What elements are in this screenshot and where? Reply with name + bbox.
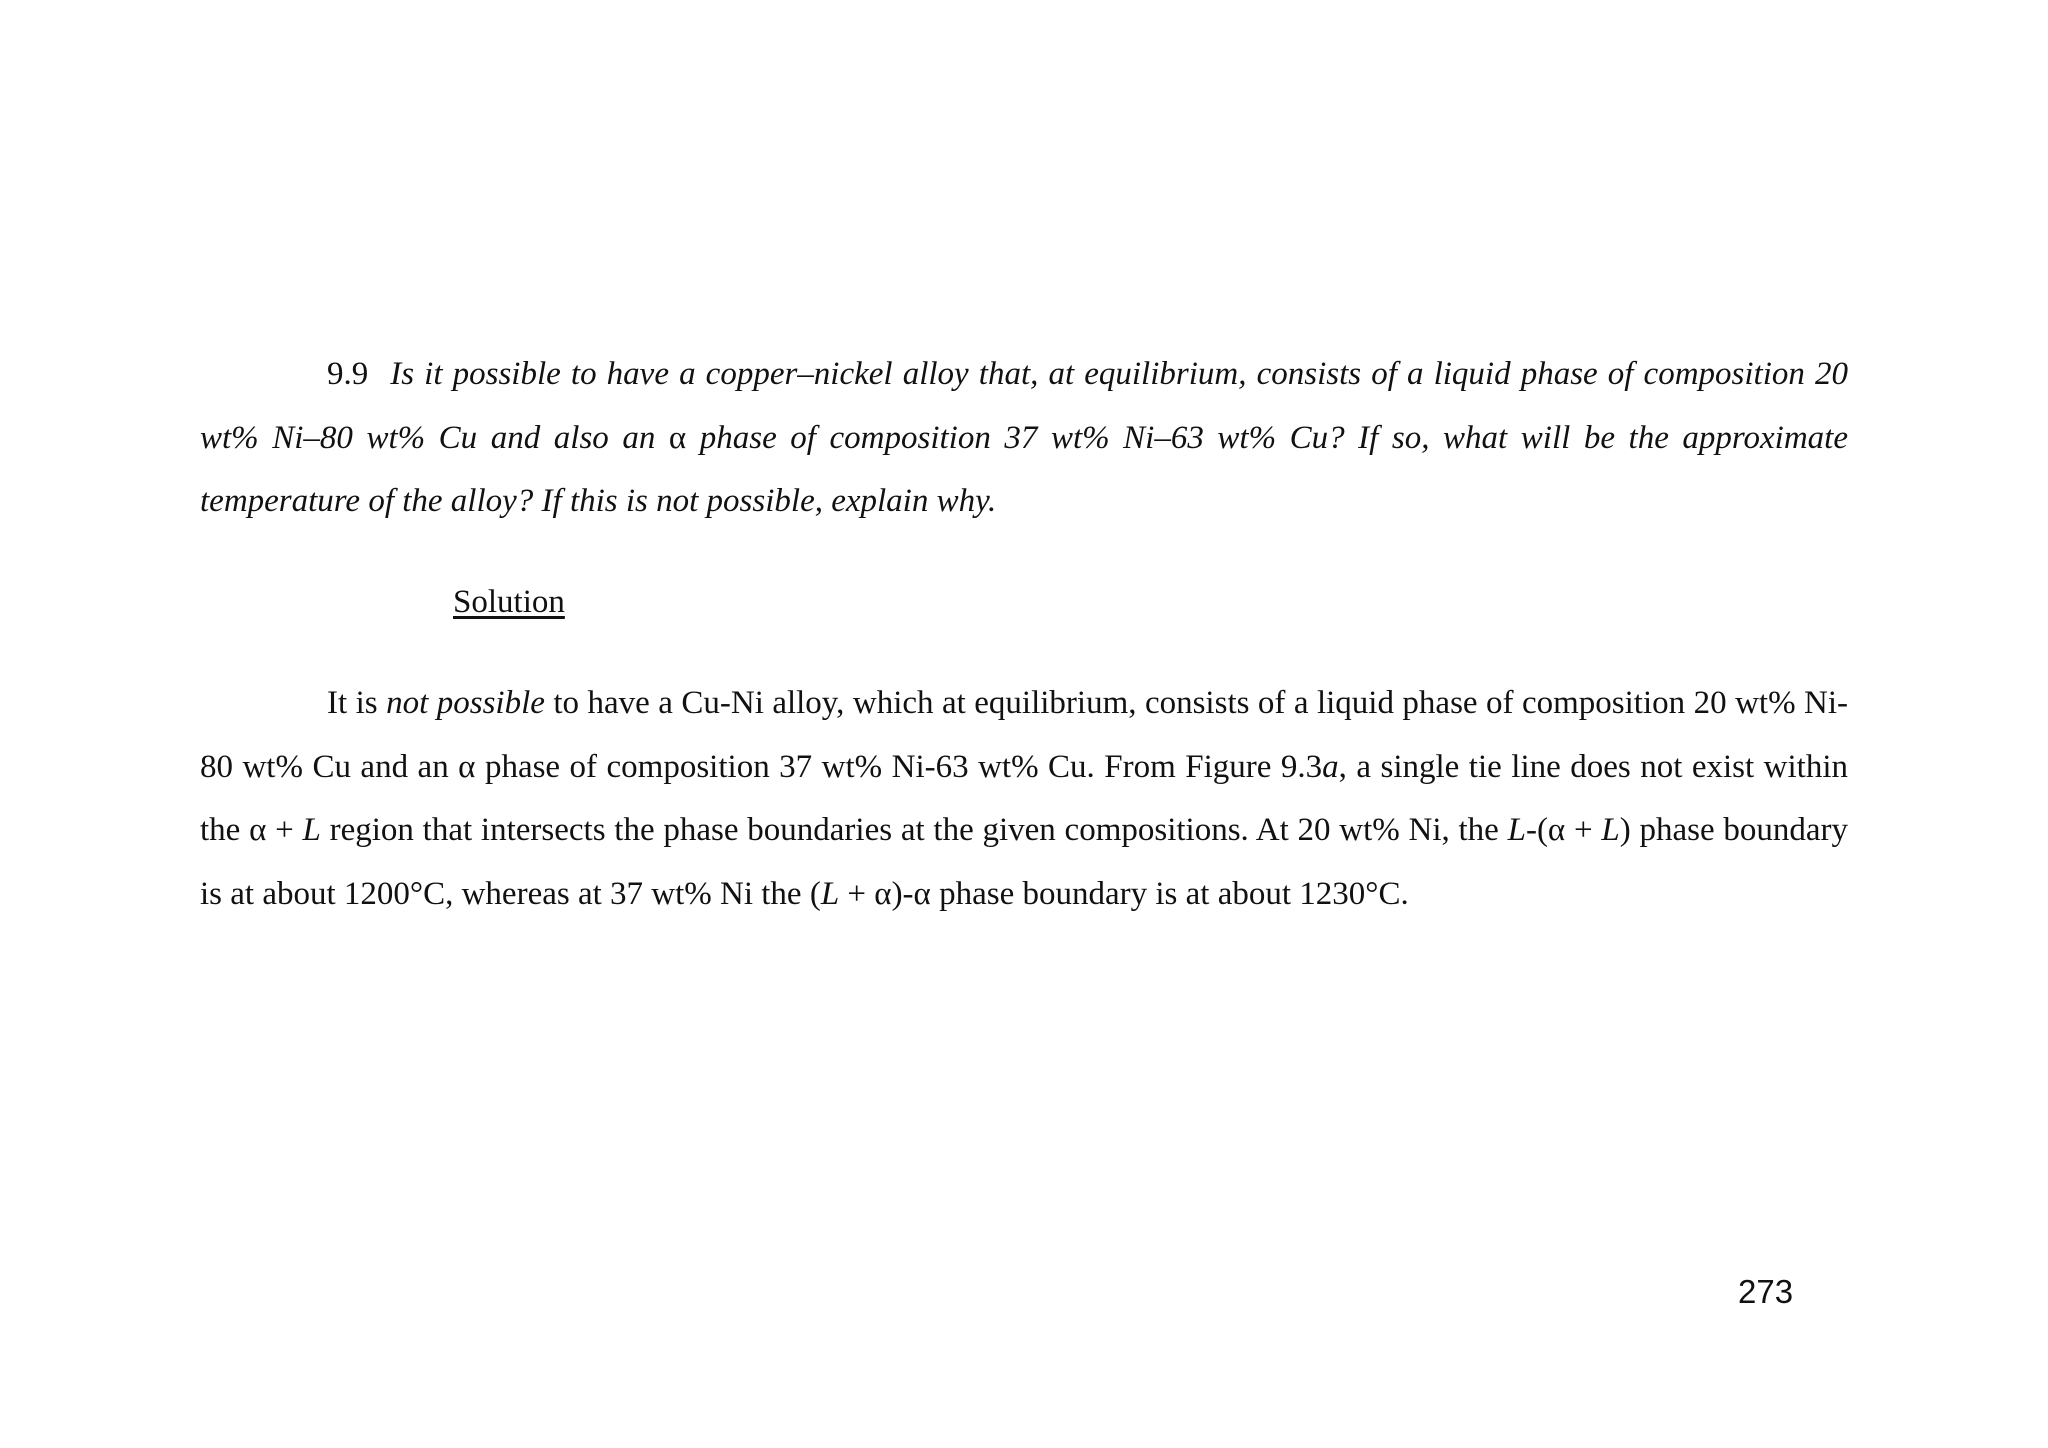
solution-heading: Solution <box>453 584 565 620</box>
solution-text-11: ) phase boundary is at about 1200°C, whereas at 37 wt% Ni the ( <box>200 812 1848 912</box>
solution-text-3: to have a Cu-Ni alloy, which at equilibrium, consists of a liquid phase of composition 20 wt% Ni-80 wt% Cu and an α phase of composition 37 wt% Ni-63 wt% Cu. From Figure 9.3 <box>200 685 1849 785</box>
liquid-symbol-3: L <box>1601 812 1620 848</box>
solution-text-5: , a single tie line does not exist within the α + <box>200 748 1848 848</box>
page-number: 273 <box>1738 1273 1794 1310</box>
solution-text <box>200 672 1848 926</box>
alpha-symbol: α <box>668 419 687 456</box>
solution-text-7: region that intersects the phase boundaries at the given compositions. At 20 wt% Ni, the <box>320 812 1508 848</box>
problem-text-part-2: phase of composition 37 wt% Ni–63 wt% Cu? If so, what will be the approximate temperature of the alloy? If this is not possible, explain why. <box>200 419 1848 519</box>
solution-text-9: -(α + <box>1525 812 1602 848</box>
problem-statement <box>200 343 1848 534</box>
liquid-symbol-1: L <box>302 812 321 848</box>
problem-text-part-1: Is it possible to have a copper–nickel alloy that, at equilibrium, consists of a liquid phase of composition 20 wt% Ni–80 wt% Cu and also an <box>200 356 1848 456</box>
liquid-symbol-2: L <box>1507 812 1526 848</box>
solution-emphasis-not-possible: not possible <box>386 685 545 721</box>
problem-number: 9.9 <box>327 356 369 392</box>
solution-text-1: It is <box>327 685 387 721</box>
liquid-symbol-4: L <box>820 875 840 912</box>
figure-letter: a <box>1322 748 1339 785</box>
solution-text-13: + α)-α phase boundary is at about 1230°C. <box>839 875 1409 912</box>
